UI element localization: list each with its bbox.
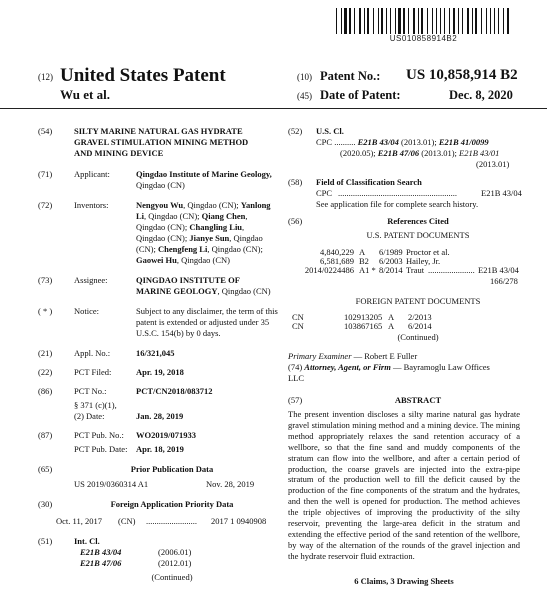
inventors-line-6: Gaowei Hu, Qingdao (CN) <box>136 255 230 265</box>
attorney-line-2: LLC <box>288 373 305 383</box>
references-heading: References Cited <box>387 216 449 226</box>
assignee-code: (73) <box>38 275 53 285</box>
barcode-bar <box>378 8 379 34</box>
barcode-bar <box>349 8 351 34</box>
barcode-bar <box>359 8 362 34</box>
abstract-heading: ABSTRACT <box>394 395 442 405</box>
pct-no-label: PCT No.: <box>74 386 107 396</box>
us-cl-label: U.S. Cl. <box>316 126 344 136</box>
barcode-bar <box>398 8 401 34</box>
references-code: (56) <box>288 216 303 226</box>
foreign-doc-2-country: CN <box>292 321 304 331</box>
us-doc-3-date: 8/2014 <box>379 265 403 275</box>
pct-pub-number: WO2019/071933 <box>136 430 196 440</box>
inventors-line-2: Li, Qingdao (CN); Qiang Chen, <box>136 211 248 221</box>
barcode-bar <box>440 8 441 34</box>
notice-line-2: patent is extended or adjusted under 35 <box>136 317 270 327</box>
field-search-class: E21B 43/04 <box>481 188 522 198</box>
barcode-bar <box>395 8 396 34</box>
s371-date: Jan. 28, 2019 <box>136 411 184 421</box>
foreign-priority-date: Oct. 11, 2017 <box>56 516 102 526</box>
barcode-bar <box>503 8 504 34</box>
pct-filed-date: Apr. 19, 2018 <box>136 367 184 377</box>
date-of-patent: Dec. 8, 2020 <box>449 88 513 102</box>
field-search-heading: Field of Classification Search <box>316 177 422 187</box>
us-doc-3-number: 2014/0224486 <box>304 265 354 275</box>
barcode-bar <box>390 8 391 34</box>
barcode <box>336 8 511 34</box>
us-patent-docs-heading: U.S. PATENT DOCUMENTS <box>366 230 470 240</box>
barcode-bar <box>373 8 374 34</box>
field-search-cpc: CPC <box>316 188 333 198</box>
us-doc-2-date: 6/2003 <box>379 256 403 266</box>
appl-code: (21) <box>38 348 53 358</box>
title-line-2: GRAVEL STIMULATION MINING METHOD <box>74 137 249 147</box>
s371-line-2: (2) Date: <box>74 411 105 421</box>
barcode-bar <box>490 8 492 34</box>
abstract-code: (57) <box>288 395 303 405</box>
barcode-bar <box>341 8 342 34</box>
foreign-priority-code: (30) <box>38 499 53 509</box>
barcode-bar <box>494 8 495 34</box>
us-doc-3-name: Traut <box>406 265 425 275</box>
barcode-bar <box>444 8 445 34</box>
pct-pub-code: (87) <box>38 430 53 440</box>
us-doc-1-name: Proctor et al. <box>406 247 450 257</box>
barcode-bar <box>462 8 463 34</box>
pct-no-code: (86) <box>38 386 53 396</box>
barcode-bar <box>344 8 347 34</box>
field-search-dots: ........................................................ <box>338 188 457 198</box>
foreign-doc-2-number: 103867165 <box>344 321 383 331</box>
foreign-doc-1-date: 2/2013 <box>408 312 432 322</box>
pct-pub-date-label: PCT Pub. Date: <box>74 444 128 454</box>
references-continued: (Continued) <box>397 332 439 342</box>
us-doc-3-dots: ...................... <box>428 265 475 275</box>
int-cl-code: (51) <box>38 536 53 546</box>
field-search-code: (58) <box>288 177 303 187</box>
date-of-patent-label: Date of Patent: <box>320 88 401 102</box>
barcode-bar <box>386 8 387 34</box>
int-cl-version-1: (2006.01) <box>158 547 192 557</box>
us-doc-3-class-cont: 166/278 <box>490 276 518 286</box>
notice-line-3: U.S.C. 154(b) by 0 days. <box>136 328 221 338</box>
us-cl-line-2: (2020.05); E21B 47/06 (2013.01); E21B 43/01 <box>340 148 500 158</box>
inventors-line-4: Qingdao (CN); Jianye Sun, Qingdao <box>136 233 263 243</box>
patent-number: US 10,858,914 B2 <box>406 67 518 83</box>
barcode-bar <box>418 8 419 34</box>
barcode-bar <box>354 8 355 34</box>
applicant-location: Qingdao (CN) <box>136 180 185 190</box>
abstract-text: The present invention discloses a silty marine natural gas hydrate gravel stimulation mining method and a mining device. The mining method appropriately relaxes the sand retention accuracy of a wellbore, so that the fine sand and muddy components of the stratum can flow into the wellbore, and after a certain period of production, the coarse gravels are injected into the extra-pipe stratum of the production well to fill the deficit caused by the production of the fine components of the stratum and the hydrates, and then the well is opened for production. The method achieves the triple objectives of improving the productivity of the silty reservoir, preventing the large-area deficit in the stratum and extending the effective period of the sand retention of the wellbore, by way of the alternation of the rounds of the gravel injection and the hydrate reservoir fluid extraction. <box>288 409 520 561</box>
code-10: (10) <box>297 72 312 82</box>
barcode-bar <box>403 8 405 34</box>
title-line-3: AND MINING DEVICE <box>74 148 164 158</box>
assignee-label: Assignee: <box>74 275 108 285</box>
us-doc-3-kind: A1 * <box>359 265 376 275</box>
assignee-line-1: QINGDAO INSTITUTE OF <box>136 275 240 285</box>
applicant-label: Applicant: <box>74 169 110 179</box>
code-12: (12) <box>38 72 53 82</box>
applicant-code: (71) <box>38 169 53 179</box>
foreign-doc-2-date: 6/2014 <box>408 321 432 331</box>
notice-label: Notice: <box>74 306 100 316</box>
prior-pub-number: US 2019/0360314 A1 <box>74 479 149 489</box>
foreign-doc-1-kind: A <box>388 312 395 322</box>
prior-pub-date: Nov. 28, 2019 <box>206 479 255 489</box>
pct-filed-label: PCT Filed: <box>74 367 112 377</box>
foreign-patent-docs-heading: FOREIGN PATENT DOCUMENTS <box>355 296 481 306</box>
barcode-bar <box>475 8 477 34</box>
us-cl-code: (52) <box>288 126 303 136</box>
title-line-1: SILTY MARINE NATURAL GAS HYDRATE <box>74 126 243 136</box>
barcode-bar <box>432 8 433 34</box>
barcode-bar <box>507 8 510 34</box>
foreign-doc-1-number: 102913205 <box>344 312 383 322</box>
us-doc-1-kind: A <box>359 247 366 257</box>
int-cl-version-2: (2012.01) <box>158 558 192 568</box>
s371-line-1: § 371 (c)(1), <box>74 400 117 410</box>
patent-no-label: Patent No.: <box>320 69 381 83</box>
barcode-bar <box>367 8 369 34</box>
us-cl-line-3: (2013.01) <box>476 159 510 169</box>
barcode-bar <box>427 8 428 34</box>
prior-pub-code: (65) <box>38 464 53 474</box>
foreign-priority-country: (CN) <box>118 516 136 526</box>
pct-filed-code: (22) <box>38 367 53 377</box>
inventors-line-1: Nengyou Wu, Qingdao (CN); Yanlong <box>136 200 271 210</box>
barcode-bar <box>381 8 383 34</box>
barcode-bar <box>449 8 450 34</box>
barcode-bar <box>364 8 365 34</box>
title-code: (54) <box>38 126 53 136</box>
int-cl-class-1: E21B 43/04 <box>80 547 122 557</box>
barcode-bar <box>467 8 470 34</box>
primary-examiner: Primary Examiner — Robert E Fuller <box>288 351 418 361</box>
inventors-line-3: Qingdao (CN); Changling Liu, <box>136 222 245 232</box>
attorney-line-1: (74) Attorney, Agent, or Firm — Bayramoglu Law Offices <box>288 362 490 372</box>
int-cl-continued: (Continued) <box>151 572 193 582</box>
us-doc-3-class: E21B 43/04 <box>478 265 519 275</box>
barcode-bar <box>408 8 409 34</box>
barcode-bar <box>336 8 337 34</box>
barcode-bar <box>472 8 473 34</box>
notice-code: ( * ) <box>38 306 53 316</box>
foreign-priority-heading: Foreign Application Priority Data <box>110 499 234 509</box>
pct-number: PCT/CN2018/083712 <box>136 386 213 396</box>
pct-pub-date: Apr. 18, 2019 <box>136 444 184 454</box>
inventor-short: Wu et al. <box>60 87 110 102</box>
notice-line-1: Subject to any disclaimer, the term of this <box>136 306 278 316</box>
foreign-priority-number: 2017 1 0940908 <box>211 516 267 526</box>
inventors-line-5: (CN); Chengfeng Li, Qingdao (CN); <box>136 244 263 254</box>
barcode-bar <box>453 8 456 34</box>
barcode-bar <box>498 8 499 34</box>
applicant-name: Qingdao Institute of Marine Geology, <box>136 169 272 179</box>
assignee-line-2: MARINE GEOLOGY, Qingdao (CN) <box>136 286 271 296</box>
header-rule <box>0 108 547 109</box>
inventors-code: (72) <box>38 200 53 210</box>
barcode-bar <box>421 8 423 34</box>
appl-number: 16/321,045 <box>136 348 175 358</box>
us-cl-line-1: CPC .......... E21B 43/04 (2013.01); E21B 41/0099 <box>316 137 489 147</box>
inventors-label: Inventors: <box>74 200 109 210</box>
us-doc-1-date: 6/1989 <box>379 247 403 257</box>
us-doc-2-number: 6,581,689 <box>320 256 354 266</box>
us-doc-1-number: 4,840,229 <box>320 247 354 257</box>
barcode-bar <box>481 8 482 34</box>
foreign-doc-1-country: CN <box>292 312 304 322</box>
code-45: (45) <box>297 91 312 101</box>
barcode-bar <box>486 8 487 34</box>
us-doc-2-name: Hailey, Jr. <box>406 256 441 266</box>
prior-pub-heading: Prior Publication Data <box>130 464 214 474</box>
foreign-doc-2-kind: A <box>388 321 395 331</box>
int-cl-label: Int. Cl. <box>74 536 100 546</box>
barcode-number: US010858914B2 <box>389 34 458 43</box>
barcode-bar <box>436 8 438 34</box>
barcode-bar <box>458 8 460 34</box>
pct-pub-label: PCT Pub. No.: <box>74 430 124 440</box>
us-doc-2-kind: B2 <box>359 256 369 266</box>
country-title: United States Patent <box>60 65 226 86</box>
int-cl-class-2: E21B 47/06 <box>80 558 122 568</box>
appl-label: Appl. No.: <box>74 348 111 358</box>
field-search-note: See application file for complete search history. <box>316 199 479 209</box>
claims-summary: 6 Claims, 3 Drawing Sheets <box>354 576 454 586</box>
foreign-priority-dots: ........................ <box>146 516 197 526</box>
barcode-bar <box>413 8 416 34</box>
